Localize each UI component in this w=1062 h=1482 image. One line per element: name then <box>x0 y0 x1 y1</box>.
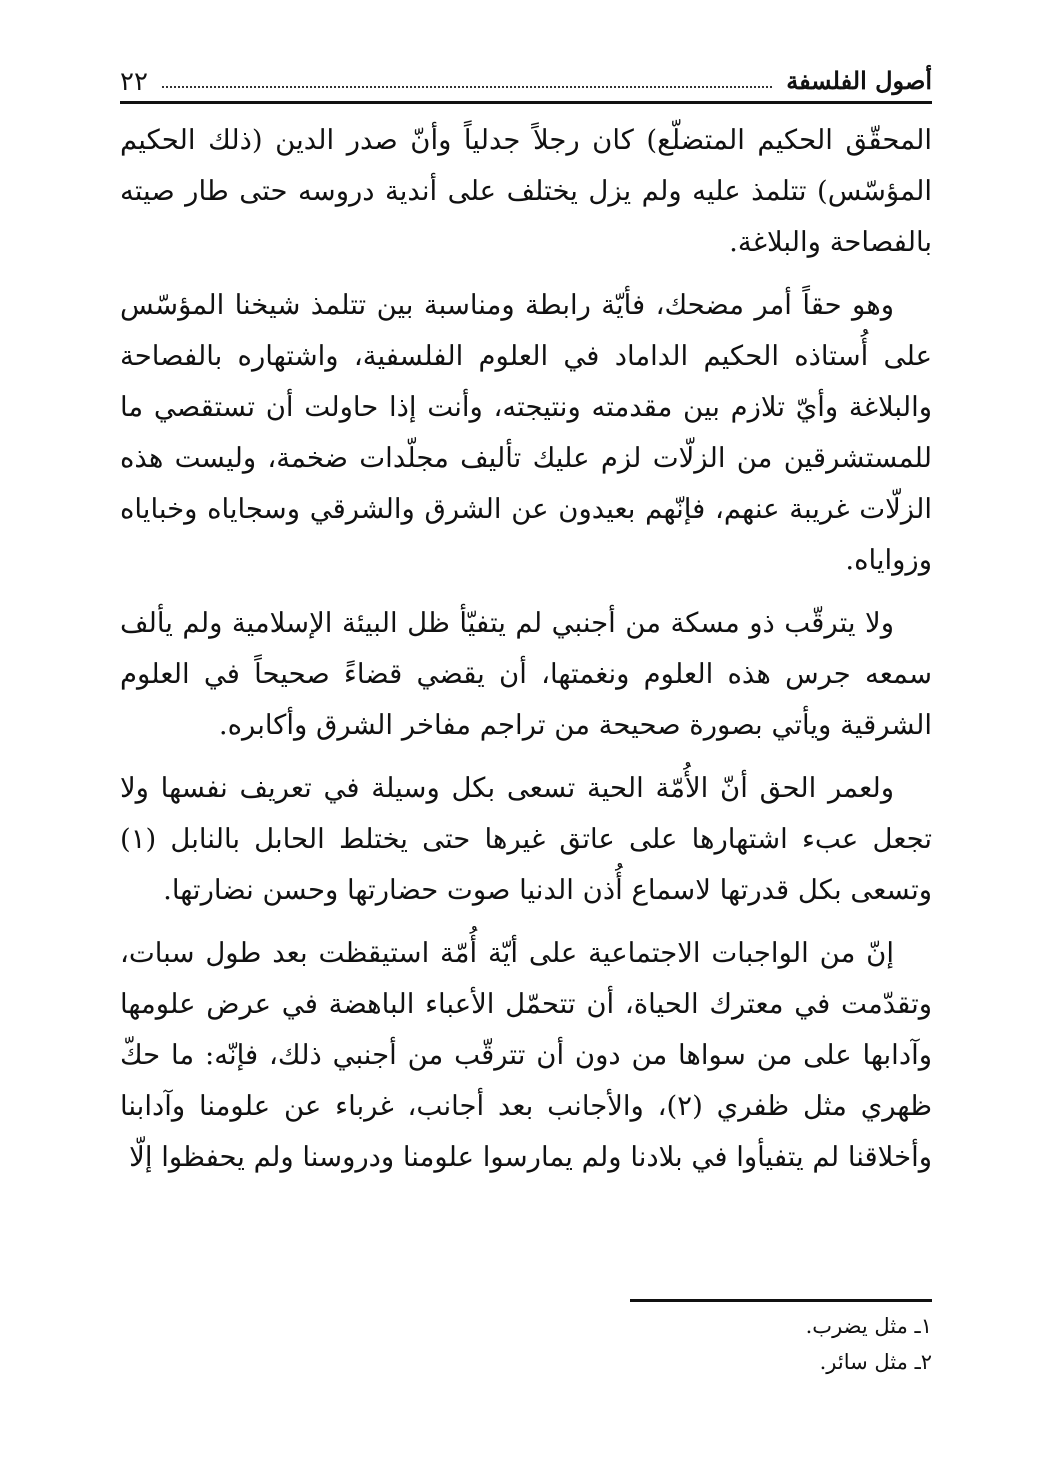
footnote-separator <box>630 1299 932 1302</box>
paragraph-2: وهو حقاً أمر مضحك، فأيّة رابطة ومناسبة بين تتلمذ شيخنا المؤسّس على أُستاذه الحكيم الداماد في العلوم الفلسفية، واشتهاره بالفصاحة والبلاغة وأيّ تلازم بين مقدمته ونتيجته، وأنت إذا حاولت أن تستقصي ما للمستشرقين من الزلّات لزم عليك تأليف مجلّدات ضخمة، وليست هذه الزلّات غريبة عنهم، فإنّهم بعيدون عن الشرق والشرقي وسجاياه وخباياه وزواياه. <box>120 289 932 576</box>
page-number: ٢٢ <box>120 67 148 97</box>
paragraph-5: إنّ من الواجبات الاجتماعية على أيّة أُمّة استيقظت بعد طول سبات، وتقدّمت في معترك الحياة، أن تتحمّل الأعباء الباهضة في عرض علومها وآدابها على من سواها من دون أن تترقّب من أجنبي ذلك، فإنّه: ما حكّ ظهري مثل ظفري (٢)، والأجانب بعد أجانب، غرباء عن علومنا وآدابنا وأخلاقنا لم يتفيأوا في بلادنا ولم يمارسوا علومنا ودروسنا ولم يحفظوا إلّا <box>120 937 932 1173</box>
paragraph-3: ولا يترقّب ذو مسكة من أجنبي لم يتفيّأ ظل البيئة الإسلامية ولم يألف سمعه جرس هذه العلوم ونغمتها، أن يقضي قضاءً صحيحاً في العلوم الشرقية ويأتي بصورة صحيحة من تراجم مفاخر الشرق وأكابره. <box>120 607 932 741</box>
paragraph-1: المحقّق الحكيم المتضلّع) كان رجلاً جدلياً وأنّ صدر الدين (ذلك الحكيم المؤسّس) تتلمذ عليه ولم يزل يختلف على أندية دروسه حتى طار صيته بالفصاحة والبلاغة. <box>120 124 932 258</box>
paragraph-4: ولعمر الحق أنّ الأُمّة الحية تسعى بكل وسيلة في تعريف نفسها ولا تجعل عبء اشتهارها على عاتق غيرها حتى يختلط الحابل بالنابل (١) وتسعى بكل قدرتها لاسماع أُذن الدنيا صوت حضارتها وحسن نضارتها. <box>120 772 932 906</box>
book-title: أصول الفلسفة <box>786 66 932 95</box>
footnote-1: ١ـ مثل يضرب. <box>805 1314 932 1338</box>
footnotes <box>120 1308 932 1380</box>
page-header <box>120 55 932 99</box>
body-text <box>120 115 932 1195</box>
header-rule <box>120 101 932 104</box>
footnote-2: ٢ـ مثل سائر. <box>819 1350 932 1374</box>
header-dotted-leader <box>162 86 772 88</box>
